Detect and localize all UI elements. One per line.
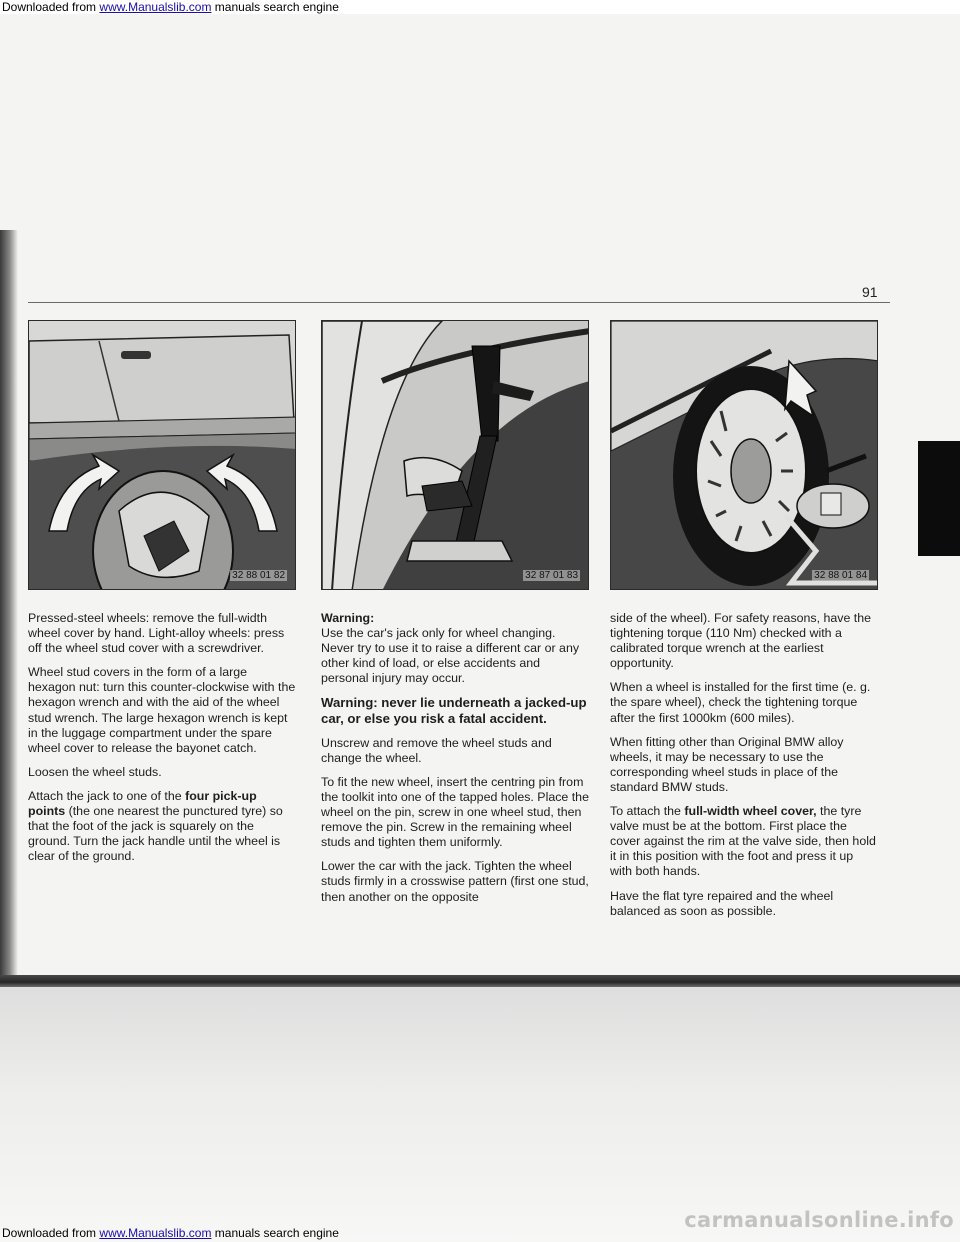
download-footer	[2, 1226, 339, 1240]
warning-block	[321, 611, 589, 686]
paragraph: Loosen the wheel studs.	[28, 764, 162, 779]
footer-prefix: Downloaded from	[2, 1226, 97, 1240]
section-tab-marker	[918, 441, 960, 556]
text-column-3	[610, 611, 878, 928]
scan-bottom-band	[0, 975, 960, 987]
page-number: 91	[862, 284, 878, 300]
paragraph: Lower the car with the jack. Tighten the wheel studs firmly in a crosswise pattern (first one stud, then another on the opposite	[321, 859, 589, 904]
figure-code: 32 88 01 82	[232, 570, 285, 581]
paragraph: Wheel stud covers in the form of a large hexagon nut: turn this counter-clockwise with the hexagon wrench and with the aid of the wheel stud wrench. The large hexagon wrench is kept in the luggage compartment under the spare wheel cover to release the bayonet catch.	[28, 665, 296, 755]
paragraph: When a wheel is installed for the first time (e. g. the spare wheel), check the tightening torque after the first 1000km (600 miles).	[610, 680, 871, 725]
text-column-2	[321, 611, 589, 914]
footer-suffix: manuals search engine	[214, 1226, 339, 1240]
bold-term: four pick-up points	[28, 788, 257, 819]
wheel-change-illustration	[611, 321, 878, 590]
text-run: Attach the jack to one of the	[28, 788, 186, 803]
text-column-1	[28, 611, 296, 873]
warning-fatal: Warning: never lie underneath a jacked-up car, or else you risk a fatal accident.	[321, 695, 587, 727]
header-prefix: Downloaded from	[2, 0, 97, 14]
top-rule	[28, 302, 890, 303]
text-run: To attach the	[610, 804, 685, 819]
header-suffix: manuals search engine	[214, 0, 339, 14]
figure-jack-placement	[321, 320, 589, 590]
paragraph	[28, 789, 296, 864]
footer-site-link[interactable]: www.Manualslib.com	[99, 1226, 212, 1240]
text-run: the tyre valve must be at the bottom. First place the cover against the rim at the valve side, then hold it in this position with the foot and press it up with both hands.	[610, 804, 876, 879]
paragraph: To fit the new wheel, insert the centring pin from the toolkit into one of the tapped holes. Place the wheel on the pin, screw in one wheel stud, then remove the pin. Screw in the remaining wheel studs and tighten them uniformly.	[321, 774, 589, 850]
paragraph: side of the wheel). For safety reasons, have the tightening torque (110 Nm) checked with a calibrated torque wrench at the earliest opportunity.	[610, 611, 872, 671]
text-run: (the one nearest the punctured tyre) so that the foot of the jack is squarely on the ground. Turn the jack handle until the wheel is clear of the ground.	[28, 804, 283, 864]
download-header	[0, 0, 960, 14]
figure-wheel-cover-removal	[28, 320, 296, 590]
warning-text: Use the car's jack only for wheel changing. Never try to use it to raise a different car or any other kind of load, or else accidents and personal injury may occur.	[321, 626, 580, 686]
paragraph: Have the flat tyre repaired and the wheel balanced as soon as possible.	[610, 888, 834, 918]
binding-shadow	[0, 230, 18, 1070]
paragraph	[610, 804, 878, 879]
paragraph: When fitting other than Original BMW alloy wheels, it may be necessary to use the corresponding wheel studs in place of the standard BMW studs.	[610, 734, 844, 794]
bold-term: full-width wheel cover,	[684, 804, 817, 819]
jack-illustration	[322, 321, 589, 590]
paragraph: Pressed-steel wheels: remove the full-width wheel cover by hand. Light-alloy wheels: press off the wheel stud cover with a screwdriver.	[28, 611, 285, 656]
scan-lower-area	[0, 987, 960, 1242]
wheel-cover-illustration	[29, 321, 296, 590]
paragraph: Unscrew and remove the wheel studs and change the wheel.	[321, 735, 552, 765]
header-site-link[interactable]: www.Manualslib.com	[99, 0, 212, 14]
watermark: carmanualsonline.info	[684, 1208, 954, 1232]
figure-wheel-change	[610, 320, 878, 590]
figure-code: 32 88 01 84	[814, 570, 867, 581]
warning-heading: Warning:	[321, 611, 375, 625]
figure-code: 32 87 01 83	[525, 570, 578, 581]
